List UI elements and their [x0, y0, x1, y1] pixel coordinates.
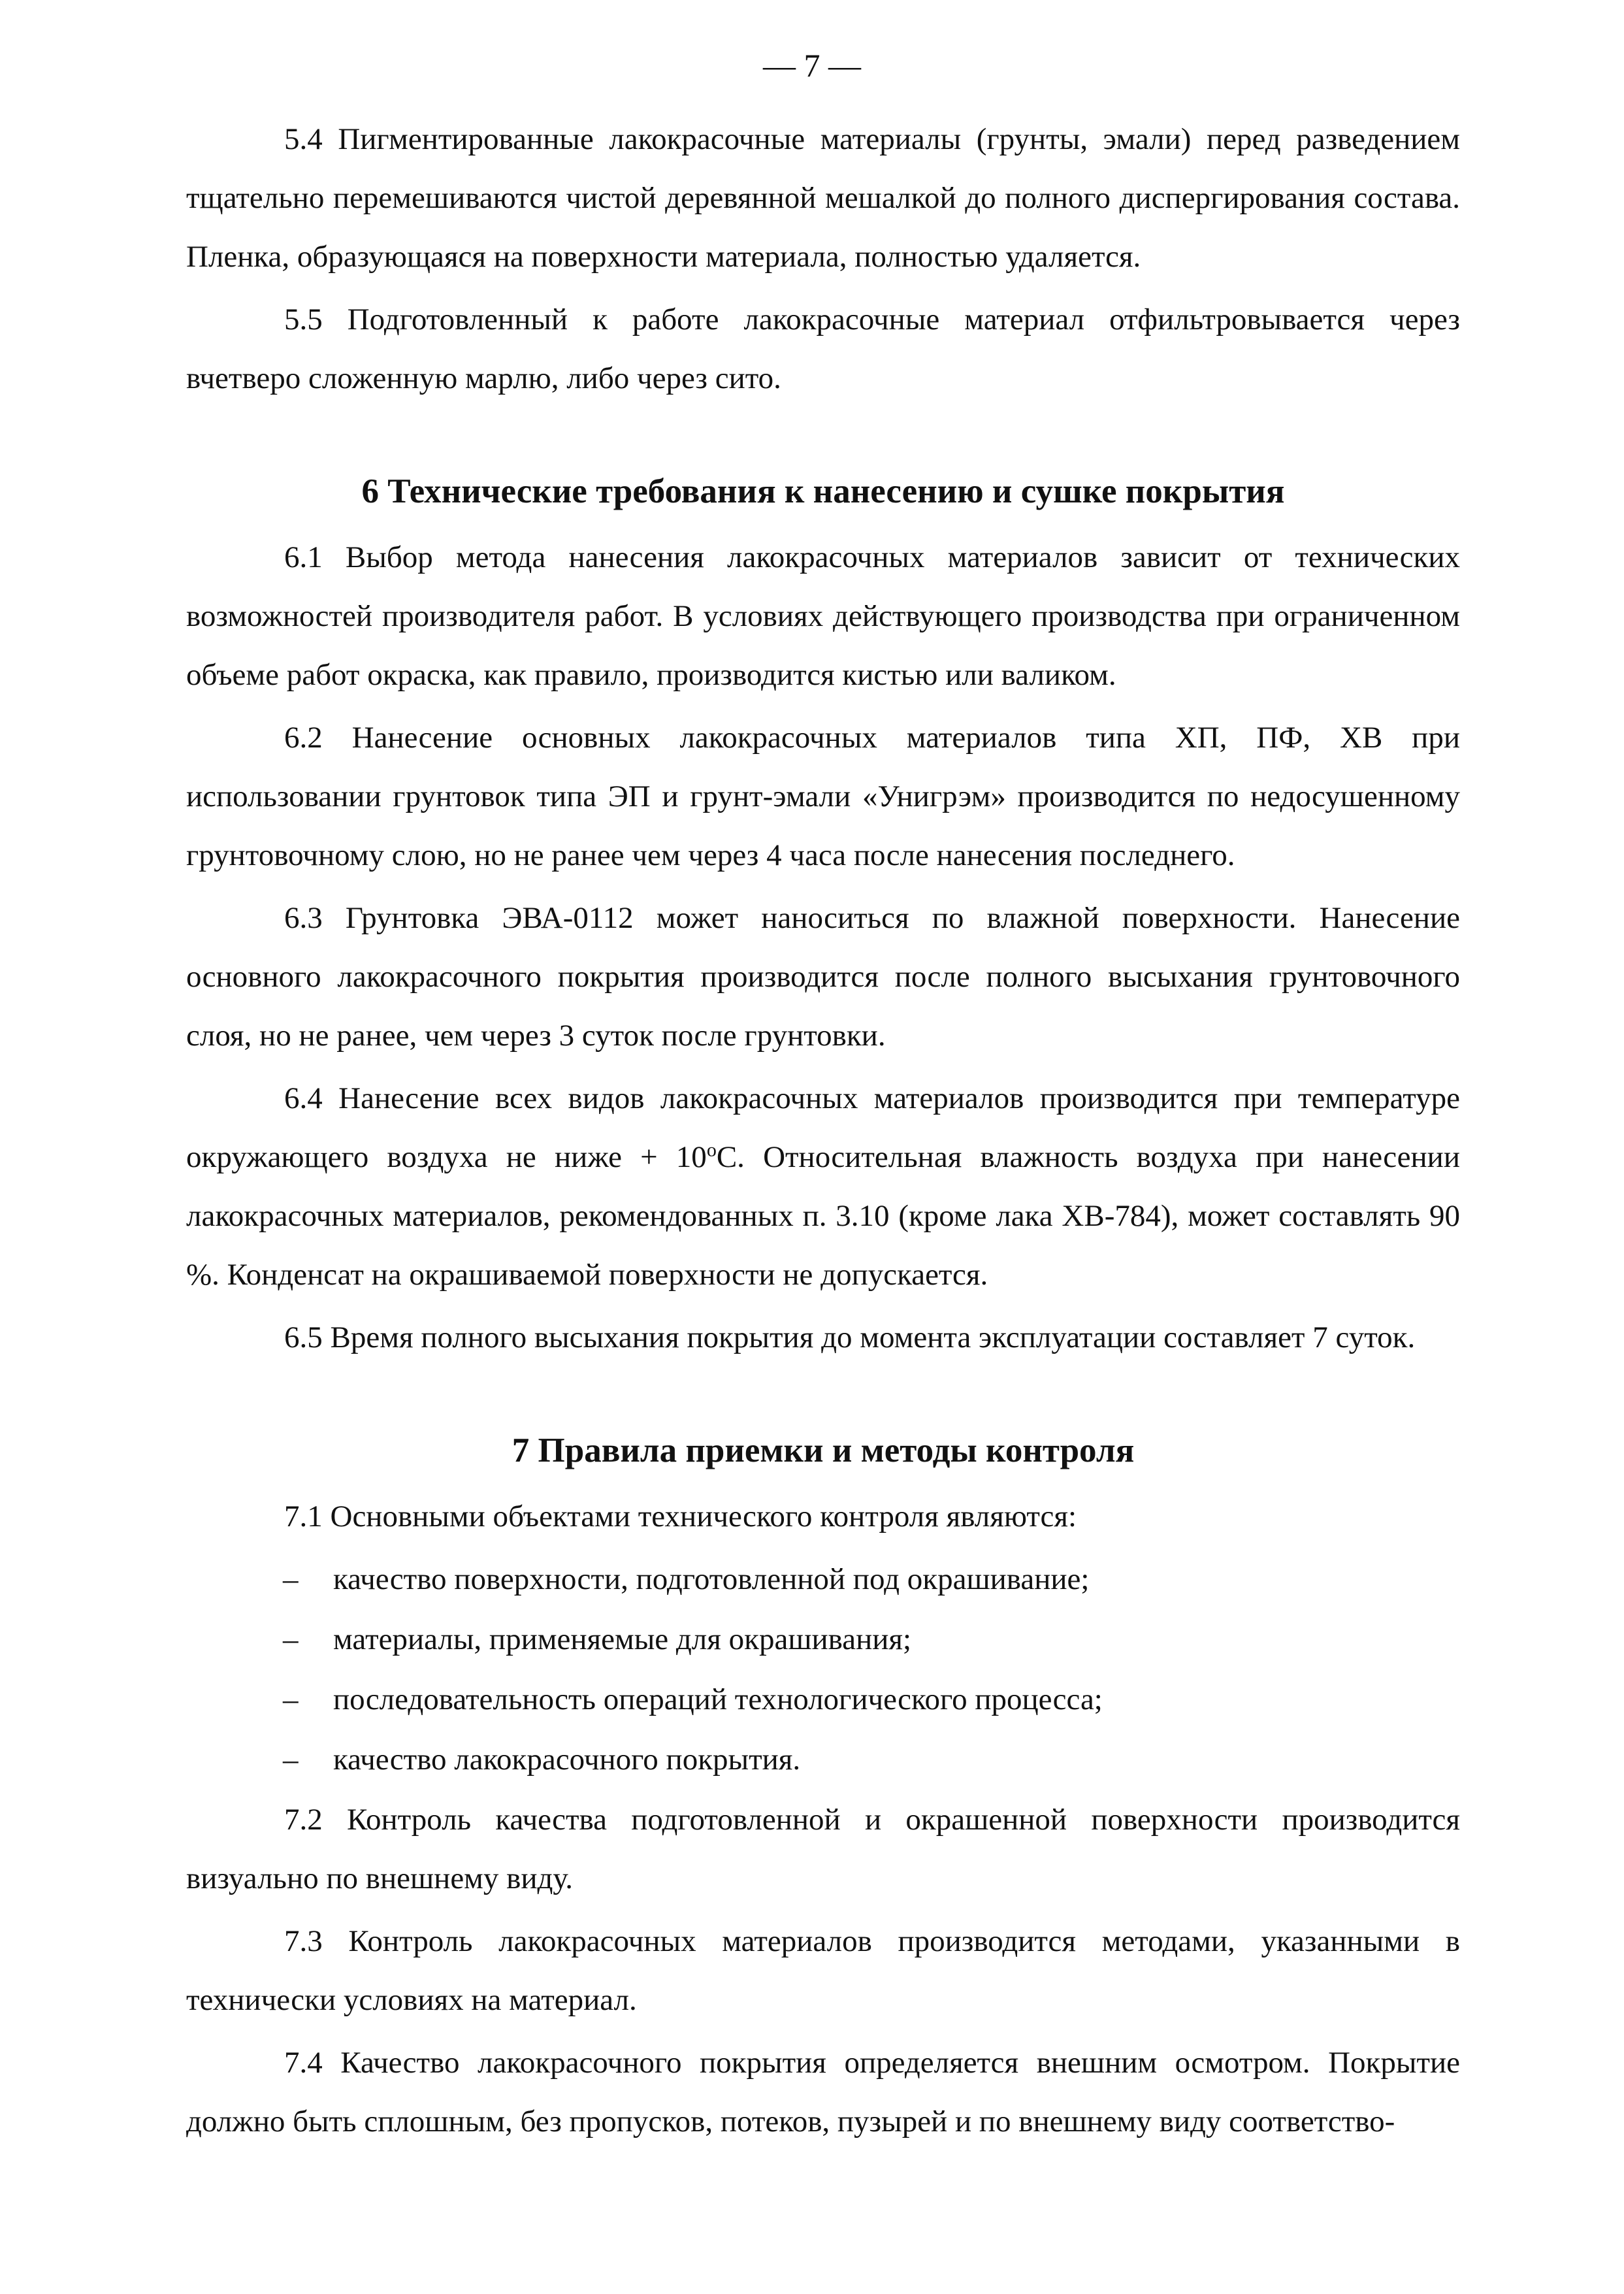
list-item: [186, 1730, 1460, 1789]
document-body: [186, 110, 1460, 2155]
paragraph-6-3: 6.3 Грунтовка ЭВА-0112 может наноситься по влажной поверхности. Нанесение основного лакокрасочного покрытия производится после полного высыхания грунтовочного слоя, но не ранее, чем через 3 суток после грунтовки.: [186, 901, 1460, 1053]
paragraph-5-4: 5.4 Пигментированные лакокрасочные материалы (грунты, эмали) перед разведением тщательно перемешиваются чистой деревянной мешалкой до полного диспергирования состава. Пленка, образующаяся на поверхности материала, полностью удаляется.: [186, 122, 1460, 274]
list-item-text: качество лакокрасочного покрытия.: [333, 1743, 801, 1777]
control-objects-list: [186, 1550, 1460, 1789]
paragraph-6-2: 6.2 Нанесение основных лакокрасочных материалов типа ХП, ПФ, ХВ при использовании грунтовок типа ЭП и грунт-эмали «Унигрэм» производится по недосушенному грунтовочному слою, но не ранее чем через 4 часа после нанесения последнего.: [186, 721, 1460, 872]
dash-marker: –: [283, 1743, 299, 1777]
section-7-heading: 7 Правила приемки и методы контроля: [512, 1432, 1135, 1469]
paragraph-7-2: 7.2 Контроль качества подготовленной и окрашенной поверхности производится визуально по внешнему виду.: [186, 1803, 1460, 1895]
list-item-text: материалы, применяемые для окрашивания;: [333, 1622, 912, 1656]
paragraph-6-1: 6.1 Выбор метода нанесения лакокрасочных материалов зависит от технических возможностей производителя работ. В условиях действующего производства при ограниченном объеме работ окраска, как правило, производится кистью или валиком.: [186, 540, 1460, 692]
list-item-text: последовательность операций технологического процесса;: [333, 1682, 1103, 1716]
paragraph-6-5: 6.5 Время полного высыхания покрытия до момента эксплуатации составляет 7 суток.: [284, 1320, 1416, 1354]
paragraph-7-4: 7.4 Качество лакокрасочного покрытия определяется внешним осмотром. Покрытие должно быть сплошным, без пропусков, потеков, пузырей и по внешнему виду соответство-: [186, 2046, 1460, 2138]
list-item: [186, 1550, 1460, 1609]
page-number: — 7 —: [763, 47, 861, 84]
paragraph-7-1: 7.1 Основными объектами технического контроля являются:: [284, 1499, 1077, 1533]
list-item: [186, 1670, 1460, 1729]
degree-sign: о: [706, 1139, 717, 1161]
list-item: [186, 1610, 1460, 1669]
list-item-text: качество поверхности, подготовленной под окрашивание;: [333, 1562, 1090, 1596]
dash-marker: –: [283, 1682, 299, 1716]
section-6-heading: 6 Технические требования к нанесению и сушке покрытия: [361, 472, 1285, 510]
paragraph-7-3: 7.3 Контроль лакокрасочных материалов производится методами, указанными в технически условиях на материал.: [186, 1924, 1460, 2017]
paragraph-5-5: 5.5 Подготовленный к работе лакокрасочные материал отфильтровывается через вчетверо сложенную марлю, либо через сито.: [186, 303, 1460, 395]
paragraph-6-4-part-a: 6.4 Нанесение всех видов лакокрасочных материалов производится при температуре окружающего воздуха не ниже + 10: [186, 1081, 1460, 1174]
dash-marker: –: [283, 1562, 299, 1596]
paragraph-6-4: [186, 1069, 1460, 1304]
paragraph-6-4-part-b: С. Относительная влажность воздуха при нанесении лакокрасочных материалов, рекомендованных п. 3.10 (кроме лака ХВ-784), может составлять 90 %. Конденсат на окрашиваемой поверхности не допускается.: [186, 1140, 1460, 1292]
dash-marker: –: [283, 1622, 299, 1656]
